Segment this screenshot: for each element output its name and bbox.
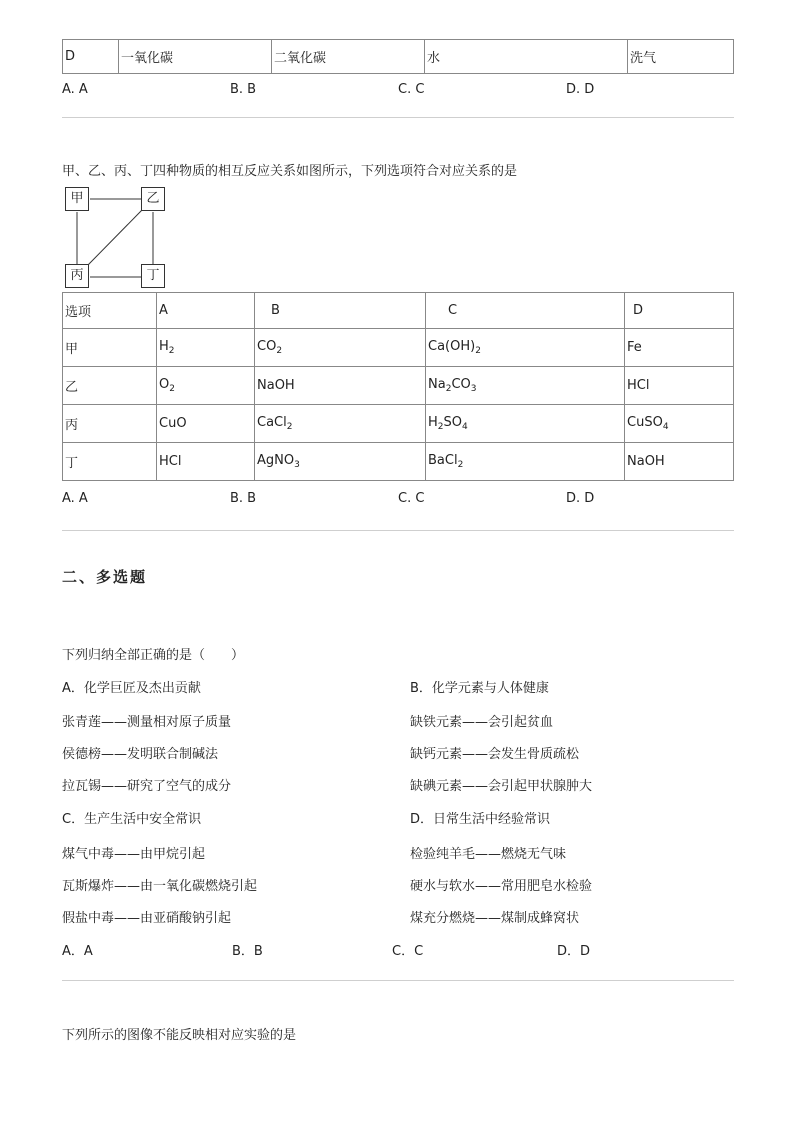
formula: Na [428, 377, 446, 392]
formula: CO [257, 339, 277, 354]
row-label: 丁 [63, 443, 157, 481]
formula: O [159, 377, 170, 392]
formula: CuO [159, 416, 187, 431]
choice-d-title: D．日常生活中经验常识 [410, 812, 551, 827]
option-a[interactable]: A. A [62, 82, 88, 97]
table-row [63, 405, 734, 443]
choice-a-line: 侯德榜——发明联合制碱法 [62, 747, 219, 762]
option-b[interactable]: B. B [230, 82, 257, 97]
choice-d-line: 硬水与软水——常用肥皂水检验 [410, 879, 593, 894]
subscript: 3 [470, 384, 477, 394]
formula: H [159, 339, 169, 354]
cell-d [625, 367, 734, 405]
question-2-options [62, 940, 734, 960]
cell-b [255, 367, 426, 405]
option-d[interactable]: D．D [557, 944, 591, 959]
cell-c [426, 367, 625, 405]
cell-c [426, 405, 625, 443]
subscript: 2 [457, 460, 464, 470]
formula: CuSO [627, 415, 663, 430]
cell-d [625, 405, 734, 443]
option-a[interactable]: A．A [62, 944, 93, 959]
choice-c-line: 假盐中毒——由亚硝酸钠引起 [62, 911, 232, 926]
formula: AgNO [257, 453, 295, 468]
formula: SO [443, 415, 462, 430]
formula: BaCl [428, 453, 458, 468]
formula: CO [451, 377, 471, 392]
subscript: 4 [462, 422, 468, 432]
row-label: 乙 [63, 367, 157, 405]
subscript: 2 [286, 422, 293, 432]
choice-b-line: 缺钙元素——会发生骨质疏松 [410, 747, 580, 762]
cell-b [255, 329, 426, 367]
diagram-node-jia: 甲 [65, 187, 89, 211]
subscript: 2 [276, 346, 283, 356]
table-row [63, 329, 734, 367]
subscript: 2 [475, 346, 481, 356]
header-d: D [633, 303, 644, 318]
table-header-cell [625, 293, 734, 329]
subscript: 2 [437, 422, 444, 432]
cell-b [255, 443, 426, 481]
divider [62, 980, 734, 981]
table-header-cell: 选项 [63, 293, 157, 329]
option-d[interactable]: D. D [566, 82, 595, 97]
diagram-node-yi: 乙 [141, 187, 165, 211]
cell-a [157, 405, 255, 443]
formula: HCl [159, 454, 182, 469]
formula: CaCl [257, 415, 287, 430]
table-header-cell [426, 293, 625, 329]
choice-d-line: 检验纯羊毛——燃烧无气味 [410, 847, 567, 862]
choice-b-line: 缺铁元素——会引起贫血 [410, 715, 554, 730]
choice-c-line: 煤气中毒——由甲烷引起 [62, 847, 206, 862]
choice-b-line: 缺碘元素——会引起甲状腺肿大 [410, 779, 593, 794]
subscript: 3 [294, 460, 300, 470]
top-table [62, 39, 734, 74]
option-a[interactable]: A. A [62, 491, 88, 506]
cell-b [255, 405, 426, 443]
table-header-row [63, 293, 734, 329]
cell-a [157, 443, 255, 481]
top-table-cell: 一氧化碳 [119, 40, 272, 74]
table-row [63, 367, 734, 405]
cell-d [625, 443, 734, 481]
diagram-node-bing: 丙 [65, 264, 89, 288]
subscript: 2 [168, 346, 175, 356]
top-table-cell: 二氧化碳 [272, 40, 425, 74]
section-title: 二、多选题 [62, 568, 148, 586]
option-b[interactable]: B．B [232, 944, 263, 959]
cell-d [625, 329, 734, 367]
choice-a-line: 张青莲——测量相对原子质量 [62, 715, 232, 730]
cell-a [157, 367, 255, 405]
row-label: 甲 [63, 329, 157, 367]
cell-a [157, 329, 255, 367]
choice-b-title: B．化学元素与人体健康 [410, 681, 549, 696]
diagram-node-ding: 丁 [141, 264, 165, 288]
divider [62, 117, 734, 118]
choice-a-line: 拉瓦锡——研究了空气的成分 [62, 779, 232, 794]
cell-c [426, 329, 625, 367]
formula: NaOH [627, 454, 665, 469]
formula: Ca(OH) [428, 339, 476, 354]
header-b: B [271, 303, 280, 318]
question-3-text: 下列所示的图像不能反映相对应实验的是 [62, 1028, 297, 1043]
option-b[interactable]: B. B [230, 491, 257, 506]
table-row [63, 443, 734, 481]
subscript: 2 [445, 384, 452, 394]
question-2-text: 下列归纳全部正确的是（ ） [62, 648, 245, 663]
table-header-cell: A [157, 293, 255, 329]
subscript: 4 [662, 422, 669, 432]
formula: NaOH [257, 378, 295, 393]
header-c: C [448, 303, 458, 318]
option-d[interactable]: D. D [566, 491, 595, 506]
answer-table [62, 292, 734, 481]
top-table-cell: D [63, 40, 119, 74]
formula: HCl [627, 378, 650, 393]
formula: Fe [627, 340, 642, 355]
divider [62, 530, 734, 531]
question-1-options [62, 491, 734, 511]
question-1-text: 甲、乙、丙、丁四种物质的相互反应关系如图所示，下列选项符合对应关系的是 [62, 164, 518, 179]
subscript: 2 [169, 384, 175, 394]
top-table-cell: 洗气 [628, 40, 734, 74]
option-c[interactable]: C. C [398, 491, 425, 506]
table-header-cell [255, 293, 426, 329]
choice-c-line: 瓦斯爆炸——由一氧化碳燃烧引起 [62, 879, 258, 894]
top-options [62, 82, 734, 102]
option-c[interactable]: C. C [398, 82, 425, 97]
reaction-diagram [62, 184, 172, 294]
choice-d-line: 煤充分燃烧——煤制成蜂窝状 [410, 911, 580, 926]
top-table-cell: 水 [425, 40, 628, 74]
cell-c [426, 443, 625, 481]
choice-c-title: C．生产生活中安全常识 [62, 812, 202, 827]
choice-a-title: A．化学巨匠及杰出贡献 [62, 681, 201, 696]
option-c[interactable]: C．C [392, 944, 424, 959]
row-label: 丙 [63, 405, 157, 443]
formula: H [428, 415, 438, 430]
